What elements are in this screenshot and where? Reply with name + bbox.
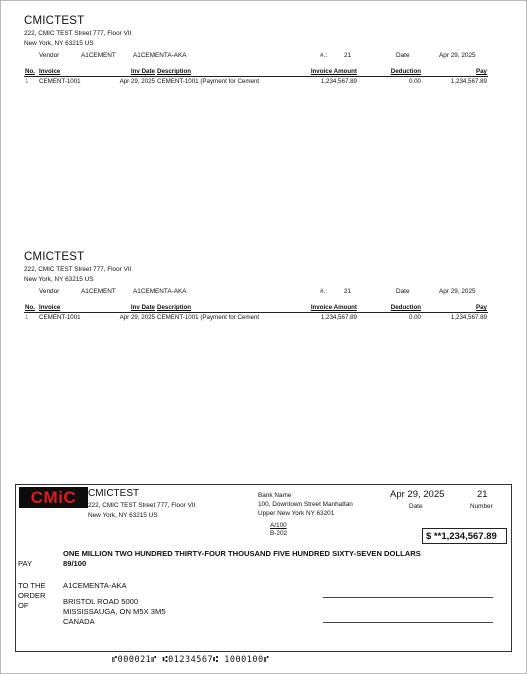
order-label-line2: ORDER — [18, 591, 46, 600]
table-row — [24, 312, 488, 321]
col-no: No. — [24, 304, 38, 313]
signature-line-2 — [323, 622, 493, 623]
amount-words-line2: 89/100 — [63, 559, 87, 568]
company-name: CMICTEST — [24, 251, 85, 263]
company-address-line2: New York, NY 63215 US — [24, 40, 94, 48]
col-invoice: Invoice — [38, 68, 106, 77]
col-inv-date: Inv Date — [106, 304, 156, 313]
date-label: Date — [396, 287, 410, 295]
vendor-label: Vendor — [39, 287, 60, 295]
row-invoice: CEMENT-1001 — [39, 77, 81, 85]
cheque-company-address-line1: 222, CMIC TEST Street 777, Floor VII — [88, 502, 196, 509]
order-label-line1: TO THE — [18, 581, 46, 590]
amount-in-words — [63, 549, 483, 569]
col-no: No. — [24, 68, 38, 77]
row-deduction: 0.00 — [408, 313, 421, 321]
company-address-line2: New York, NY 63215 US — [24, 276, 94, 284]
row-invoice-amount: 1,234,567.89 — [320, 77, 357, 85]
payee-address-line1: BRISTOL ROAD 5000 — [63, 597, 139, 606]
company-address-line1: 222, CMIC TEST Street 777, Floor VII — [24, 266, 132, 273]
cheque-company-address-line2: New York, NY 63215 US — [88, 512, 158, 519]
bank-address-line1: 100, Downtown Street Manhattan — [258, 501, 353, 508]
cmic-logo — [19, 487, 88, 508]
cheque — [15, 484, 512, 652]
row-invoice: CEMENT-1001 — [39, 313, 81, 321]
payee-name: A1CEMENTA-AKA — [63, 581, 127, 590]
company-address-line1: 222, CMIC TEST Street 777, Floor VII — [24, 30, 132, 37]
amount-words-line1: ONE MILLION TWO HUNDRED THIRTY-FOUR THOUSAND FIVE HUNDRED SIXTY-SEVEN DOLLARS — [63, 549, 421, 558]
signature-line-1 — [323, 597, 493, 598]
table-row — [24, 76, 488, 85]
transit-line1: A/100 — [270, 522, 287, 529]
col-deduction: Deduction — [358, 304, 422, 313]
row-invoice-amount: 1,234,567.89 — [320, 313, 357, 321]
col-inv-date: Inv Date — [106, 68, 156, 77]
payee-address-line2: MISSISSAUGA, ON M5X 3M5 — [63, 607, 166, 616]
cheque-number: 21 — [477, 489, 488, 500]
col-description: Description — [156, 68, 284, 77]
row-no: 1 — [25, 313, 29, 321]
col-deduction: Deduction — [358, 68, 422, 77]
payee-address-line3: CANADA — [63, 617, 95, 626]
stub-meta — [24, 288, 488, 299]
col-invoice: Invoice — [38, 304, 106, 313]
row-no: 1 — [25, 77, 29, 85]
row-description: CEMENT-1001 (Payment for Cement — [157, 77, 260, 85]
stub-date: Apr 29, 2025 — [439, 51, 476, 59]
col-pay: Pay — [422, 68, 488, 77]
invoice-table — [24, 68, 488, 85]
transit-info — [270, 522, 287, 538]
stub-date: Apr 29, 2025 — [439, 287, 476, 295]
amount-box: $ **1,234,567.89 — [422, 528, 507, 544]
bank-address-line2: Upper New York NY 63201 — [258, 510, 335, 517]
company-name: CMICTEST — [24, 15, 85, 27]
row-deduction: 0.00 — [408, 77, 421, 85]
remittance-stub-2 — [24, 251, 488, 321]
logo-text: CMiC — [30, 487, 77, 507]
pay-label: PAY — [18, 559, 33, 568]
remittance-stub-1 — [24, 15, 488, 85]
row-pay: 1,234,567.89 — [450, 77, 487, 85]
row-inv-date: Apr 29, 2025 — [119, 313, 155, 321]
stub-meta — [24, 52, 488, 63]
table-header-row — [24, 68, 488, 77]
vendor-name: A1CEMENTA-AKA — [133, 51, 187, 59]
bank-info — [258, 491, 353, 518]
vendor-name: A1CEMENTA-AKA — [133, 287, 187, 295]
row-pay: 1,234,567.89 — [450, 313, 487, 321]
cheque-company-name: CMICTEST — [88, 488, 140, 499]
col-pay: Pay — [422, 304, 488, 313]
vendor-label: Vendor — [39, 51, 60, 59]
row-inv-date: Apr 29, 2025 — [119, 77, 155, 85]
cheque-number-label: #.: — [320, 51, 328, 59]
vendor-code: A1CEMENT — [81, 287, 116, 295]
bank-name: Bank Name — [258, 492, 292, 499]
col-invoice-amount: Invoice Amount — [284, 304, 358, 313]
col-invoice-amount: Invoice Amount — [284, 68, 358, 77]
cheque-number-label: Number — [470, 503, 493, 510]
date-label: Date — [396, 51, 410, 59]
micr-line: ⑈000021⑈ ⑆01234567⑆ 1000100⑈ — [112, 655, 270, 665]
cheque-number: 21 — [344, 51, 352, 59]
order-label-line3: OF — [18, 601, 29, 610]
transit-line2: B-202 — [270, 530, 288, 537]
row-description: CEMENT-1001 (Payment for Cement — [157, 313, 260, 321]
col-description: Description — [156, 304, 284, 313]
cheque-number-label: #.: — [320, 287, 328, 295]
cheque-date: Apr 29, 2025 — [390, 489, 445, 500]
order-of-label — [18, 581, 46, 611]
payee-block — [63, 581, 166, 627]
cheque-number: 21 — [344, 287, 352, 295]
invoice-table — [24, 304, 488, 321]
table-header-row — [24, 304, 488, 313]
vendor-code: A1CEMENT — [81, 51, 116, 59]
cheque-date-label: Date — [409, 503, 423, 510]
